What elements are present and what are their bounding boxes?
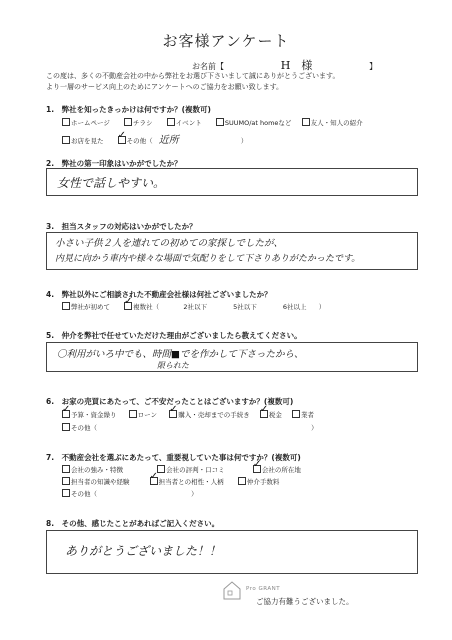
q7-checkbox-personality[interactable] bbox=[150, 477, 158, 485]
q1-checkbox-flyer[interactable] bbox=[124, 118, 132, 126]
q4-checkbox-first[interactable] bbox=[62, 302, 70, 310]
q6-option-loan: ローン bbox=[137, 411, 158, 419]
q1-option-store: お店を見た bbox=[71, 137, 104, 145]
q8-label: 8. その他、感じたことがあればご記入ください。 bbox=[46, 519, 220, 528]
q3-answer-box[interactable] bbox=[46, 232, 418, 270]
q6-options-row1 bbox=[62, 410, 314, 419]
q1-checkbox-other[interactable] bbox=[118, 136, 126, 144]
q6-option-other: その他（ bbox=[71, 424, 97, 432]
q7-option-reputation: 会社の評判・口コミ bbox=[166, 466, 225, 474]
q6-option-procedure: 購入・売却までの手続き bbox=[178, 411, 250, 419]
intro-line-2: より一層のサービス向上のためにアンケートへのご協力をお願い致します。 bbox=[46, 83, 284, 91]
q1-label: 1. 弊社を知ったきっかけは何ですか？(複数可) bbox=[46, 105, 211, 114]
q7-close: ） bbox=[191, 490, 198, 498]
q1-checkbox-store[interactable] bbox=[62, 136, 70, 144]
q7-option-location: 会社の所在地 bbox=[261, 466, 301, 474]
q1-checkbox-referral[interactable] bbox=[302, 118, 310, 126]
q1-option-homepage: ホームページ bbox=[71, 119, 110, 127]
q4-label: 4. 弊社以外にご相談された不動産会社様は何社ございましたか？ bbox=[46, 290, 272, 299]
q7-option-personality: 担当者との相性・人柄 bbox=[158, 478, 224, 486]
q4-checkbox-multiple[interactable] bbox=[124, 302, 132, 310]
name-label: お名前【 bbox=[192, 62, 224, 71]
footer-thanks: ご協力有難うございました。 bbox=[256, 597, 354, 606]
q7-option-other: その他（ bbox=[71, 490, 97, 498]
q6-option-budget: 予算・資金繰り bbox=[71, 411, 117, 419]
q5-answer-line-2: 限られた bbox=[157, 361, 189, 370]
q1-checkbox-event[interactable] bbox=[167, 118, 175, 126]
q7-options-row1 bbox=[62, 465, 301, 474]
q7-checkbox-other[interactable] bbox=[62, 489, 70, 497]
q2-answer-box[interactable] bbox=[46, 168, 418, 196]
q6-checkbox-tax[interactable] bbox=[260, 410, 268, 418]
q7-option-strength: 会社の強み・特徴 bbox=[71, 466, 123, 474]
q1-option-suumo: SUUMO/at homeなど bbox=[224, 119, 292, 127]
q5-label: 5. 仲介を弊社で任せていただけた理由がございましたら教えてください。 bbox=[46, 331, 302, 340]
q6-label: 6. お家の売買にあたって、ご不安だったことはございますか？(複数可) bbox=[46, 397, 294, 406]
q3-label: 3. 担当スタッフの対応はいかがでしたか？ bbox=[46, 222, 197, 231]
q1-option-flyer: チラシ bbox=[133, 119, 153, 127]
q4-options bbox=[62, 302, 325, 311]
q6-options-row2 bbox=[62, 423, 318, 432]
q7-checkbox-knowledge[interactable] bbox=[62, 477, 70, 485]
q6-checkbox-other[interactable] bbox=[62, 423, 70, 431]
q5-answer-line-1: 〇利用がいろ中でも、時間■でを作かして下さったから、 bbox=[57, 349, 304, 360]
pro-grant-logo-icon bbox=[222, 579, 242, 601]
name-value: H 様 bbox=[280, 59, 313, 72]
q1-checkbox-suumo[interactable] bbox=[216, 118, 224, 126]
q7-checkbox-fee[interactable] bbox=[238, 477, 246, 485]
q7-checkbox-reputation[interactable] bbox=[157, 465, 165, 473]
q4-option-2-or-less[interactable]: 2社以下 bbox=[183, 303, 207, 311]
q7-option-knowledge: 担当者の知識や経験 bbox=[71, 478, 130, 486]
name-close: 】 bbox=[369, 62, 378, 71]
q2-answer: 女性で話しやすい。 bbox=[57, 176, 166, 190]
q4-option-first: 弊社が初めて bbox=[71, 303, 110, 311]
q7-checkbox-location[interactable] bbox=[253, 465, 261, 473]
q6-option-agent: 業者 bbox=[301, 411, 314, 419]
q3-answer-line-2: 内見に向かう車内や様々な場面で気配りをして下さりありがたかったです。 bbox=[55, 254, 361, 264]
q1-option-other: その他（ bbox=[126, 137, 153, 145]
q8-answer: ありがとうございました！！ bbox=[65, 544, 222, 558]
q1-checkbox-homepage[interactable] bbox=[62, 118, 70, 126]
q6-checkbox-procedure[interactable] bbox=[169, 410, 177, 418]
q3-answer-line-1: 小さい子供２人を連れての初めての家探しでしたが、 bbox=[55, 238, 284, 249]
q2-label: 2. 弊社の第一印象はいかがでしたか？ bbox=[46, 159, 182, 168]
q6-close: ） bbox=[311, 424, 318, 432]
q8-answer-box[interactable] bbox=[46, 530, 418, 574]
q4-option-6-or-more[interactable]: 6社以上 bbox=[282, 303, 307, 311]
q7-options-row2 bbox=[62, 477, 279, 486]
q1-options-row1 bbox=[62, 118, 363, 127]
q4-option-5-or-less[interactable]: 5社以下 bbox=[233, 303, 257, 311]
q5-answer-box[interactable] bbox=[46, 342, 418, 372]
q1-options-row2 bbox=[62, 131, 247, 146]
q6-checkbox-budget[interactable] bbox=[62, 410, 70, 418]
intro-text bbox=[46, 71, 339, 93]
q6-checkbox-loan[interactable] bbox=[129, 410, 137, 418]
q7-label: 7. 不動産会社を選ぶにあたって、重要視していた事は何ですか？(複数可) bbox=[46, 453, 301, 462]
q7-options-row3 bbox=[62, 489, 198, 498]
q7-checkbox-strength[interactable] bbox=[62, 465, 70, 473]
q1-close: ） bbox=[240, 137, 248, 145]
intro-line-1: この度は、多くの不動産会社の中から弊社をお選び下さいまして誠にありがとうございます。 bbox=[46, 72, 340, 80]
q1-option-event: イベント bbox=[175, 119, 202, 127]
q6-option-tax: 税金 bbox=[268, 411, 282, 419]
q1-option-referral: 友人・知人の紹介 bbox=[310, 119, 363, 127]
q4-close: ） bbox=[318, 303, 326, 311]
q6-checkbox-agent[interactable] bbox=[292, 410, 300, 418]
q4-option-multiple: 複数社（ bbox=[133, 303, 160, 311]
q7-option-fee: 仲介手数料 bbox=[246, 478, 280, 486]
page-title: お客様アンケート bbox=[162, 32, 290, 50]
logo-text: Pro GRANT bbox=[246, 586, 281, 592]
q1-other-answer: 近所 bbox=[158, 135, 179, 146]
